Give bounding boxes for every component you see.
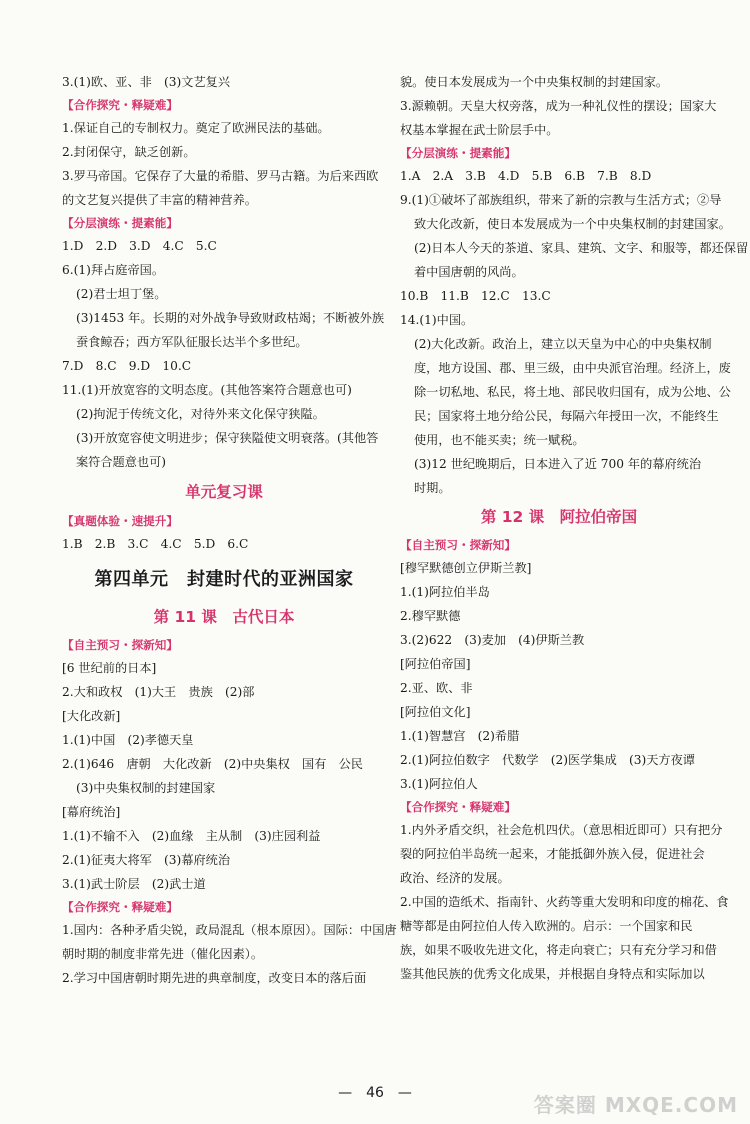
- answer-line: 鉴其他民族的优秀文化成果，并根据自身特点和实际加以: [400, 967, 705, 981]
- subsection-heading: [阿拉伯文化]: [400, 705, 471, 719]
- answer-line: 2.穆罕默德: [400, 609, 461, 623]
- section-tag-preview: 【自主预习・探新知】: [400, 538, 516, 552]
- review-title: 单元复习课: [185, 483, 263, 501]
- answer-line: 的文艺复兴提供了丰富的精神营养。: [62, 193, 257, 207]
- lesson-title: 第 12 课 阿拉伯帝国: [480, 508, 638, 526]
- answer-line: 案符合题意也可): [76, 455, 167, 469]
- section-tag-cooperative: 【合作探究・释疑难】: [62, 98, 178, 112]
- answer-line: 9.(1)①破坏了部族组织，带来了新的宗教与生活方式；②导: [400, 193, 722, 207]
- answer-line: 政治、经济的发展。: [400, 871, 510, 885]
- answer-line: 族，如果不吸收先进文化，将走向衰亡；只有充分学习和借: [400, 943, 717, 957]
- section-tag-cooperative: 【合作探究・释疑难】: [62, 900, 178, 914]
- section-tag-preview: 【自主预习・探新知】: [62, 638, 178, 652]
- answer-line: 3.(1)阿拉伯人: [400, 777, 478, 791]
- answer-line: 1.保证自己的专制权力。奠定了欧洲民法的基础。: [62, 121, 330, 135]
- watermark-logo: 答案圈 MXQE.COM: [533, 1093, 738, 1117]
- lesson-title: 第 11 课 古代日本: [153, 608, 295, 626]
- answer-line: 裂的阿拉伯半岛统一起来，才能抵御外族入侵，促进社会: [400, 847, 705, 861]
- answer-line: 2.(1)646 唐朝 大化改新 (2)中央集权 国有 公民: [62, 757, 363, 771]
- answer-line: 3.罗马帝国。它保存了大量的希腊、罗马古籍。为后来西欧: [62, 169, 379, 183]
- answer-line: (2)拘泥于传统文化，对待外来文化保守狭隘。: [76, 407, 325, 421]
- answer-line: 蚕食鲸吞；西方军队征服长达半个多世纪。: [76, 335, 308, 349]
- section-tag-real-exam: 【真题体验・速提升】: [62, 514, 178, 528]
- answer-line: 2.封闭保守，缺乏创新。: [62, 145, 196, 159]
- page-number: — 46 —: [338, 1085, 412, 1101]
- answer-line: (3)中央集权制的封建国家: [76, 781, 216, 795]
- answer-line: 貌。使日本发展成为一个中央集权制的封建国家。: [400, 75, 669, 89]
- answer-line: 1.(1)智慧宫 (2)希腊: [400, 729, 520, 743]
- answer-line: 1.B 2.B 3.C 4.C 5.D 6.C: [62, 537, 249, 551]
- answer-line: (2)日本人今天的茶道、家具、建筑、文字、和服等，都还保留: [414, 241, 749, 255]
- answer-line: 3.(1)武士阶层 (2)武士道: [62, 877, 206, 891]
- answer-line: (3)12 世纪晚期后，日本进入了近 700 年的幕府统治: [414, 457, 702, 471]
- answer-line: 1.(1)阿拉伯半岛: [400, 585, 490, 599]
- answer-line: 11.(1)开放宽容的文明态度。(其他答案符合题意也可): [62, 383, 352, 397]
- answer-line: 14.(1)中国。: [400, 313, 474, 327]
- answer-line: 1.国内：各种矛盾尖锐，政局混乱（根本原因）。国际：中国唐: [62, 923, 397, 937]
- subsection-heading: [阿拉伯帝国]: [400, 657, 471, 671]
- answer-line: 着中国唐朝的风尚。: [414, 265, 524, 279]
- answer-line: 2.(1)征夷大将军 (3)幕府统治: [62, 853, 231, 867]
- answer-line: 3.源赖朝。天皇大权旁落，成为一种礼仪性的摆设；国家大: [400, 99, 717, 113]
- answer-line: 除一切私地、私民，将土地、部民收归国有，成为公地、公: [414, 385, 731, 399]
- answer-line: 1.(1)不输不入 (2)血缘 主从制 (3)庄园利益: [62, 829, 321, 843]
- section-tag-layered: 【分层演练・提素能】: [62, 216, 178, 230]
- answer-line: 度，地方设国、郡、里三级，由中央派官治理。经济上，废: [414, 361, 731, 375]
- answer-line: (2)君士坦丁堡。: [76, 287, 167, 301]
- answer-line: 时期。: [414, 481, 451, 495]
- section-tag-cooperative: 【合作探究・释疑难】: [400, 800, 516, 814]
- answer-line: 2.亚、欧、非: [400, 681, 473, 695]
- answer-line: 2.(1)阿拉伯数字 代数学 (2)医学集成 (3)天方夜谭: [400, 753, 695, 767]
- answer-line: 6.(1)拜占庭帝国。: [62, 263, 165, 277]
- answer-line: 2.大和政权 (1)大王 贵族 (2)部: [62, 685, 255, 699]
- answer-line: 权基本掌握在武士阶层手中。: [400, 123, 559, 137]
- answer-line: (2)大化改新。政治上，建立以天皇为中心的中央集权制: [414, 337, 712, 351]
- answer-line: 朝时期的制度非常先进（催化因素）。: [62, 947, 264, 961]
- answer-line: 1.(1)中国 (2)孝德天皇: [62, 733, 194, 747]
- answer-line: 3.(1)欧、亚、非 (3)文艺复兴: [62, 75, 231, 89]
- answer-line: 1.A 2.A 3.B 4.D 5.B 6.B 7.B 8.D: [400, 169, 652, 183]
- subsection-heading: [幕府统治]: [62, 805, 121, 819]
- answer-line: 7.D 8.C 9.D 10.C: [62, 359, 192, 373]
- answer-line: 使用，也不能买卖；统一赋税。: [414, 433, 585, 447]
- answer-line: (3)1453 年。长期的对外战争导致财政枯竭；不断被外族: [76, 311, 385, 325]
- answer-line: (3)开放宽容使文明进步；保守狭隘使文明衰落。(其他答: [76, 431, 379, 445]
- subsection-heading: [大化改新]: [62, 709, 121, 723]
- section-tag-layered: 【分层演练・提素能】: [400, 146, 516, 160]
- answer-line: 2.中国的造纸术、指南针、火药等重大发明和印度的棉花、食: [400, 895, 729, 909]
- answer-line: 1.内外矛盾交织，社会危机四伏。（意思相近即可）只有把分: [400, 823, 723, 837]
- left-column: [62, 70, 397, 990]
- answer-line: 致大化改新，使日本发展成为一个中央集权制的封建国家。: [414, 217, 731, 231]
- answer-line: 1.D 2.D 3.D 4.C 5.C: [62, 239, 217, 253]
- subsection-heading: [6 世纪前的日本]: [62, 661, 157, 675]
- answer-line: 民；国家将土地分给公民，每隔六年授田一次，不能终生: [414, 409, 719, 423]
- answer-line: 10.B 11.B 12.C 13.C: [400, 289, 551, 303]
- unit-title: 第四单元 封建时代的亚洲国家: [94, 569, 354, 590]
- subsection-heading: [穆罕默德创立伊斯兰教]: [400, 561, 532, 575]
- answer-line: 2.学习中国唐朝时期先进的典章制度，改变日本的落后面: [62, 971, 367, 985]
- answer-line: 3.(2)622 (3)麦加 (4)伊斯兰教: [400, 633, 585, 647]
- right-column: [400, 70, 749, 986]
- answer-line: 糖等都是由阿拉伯人传入欧洲的。启示：一个国家和民: [400, 919, 693, 933]
